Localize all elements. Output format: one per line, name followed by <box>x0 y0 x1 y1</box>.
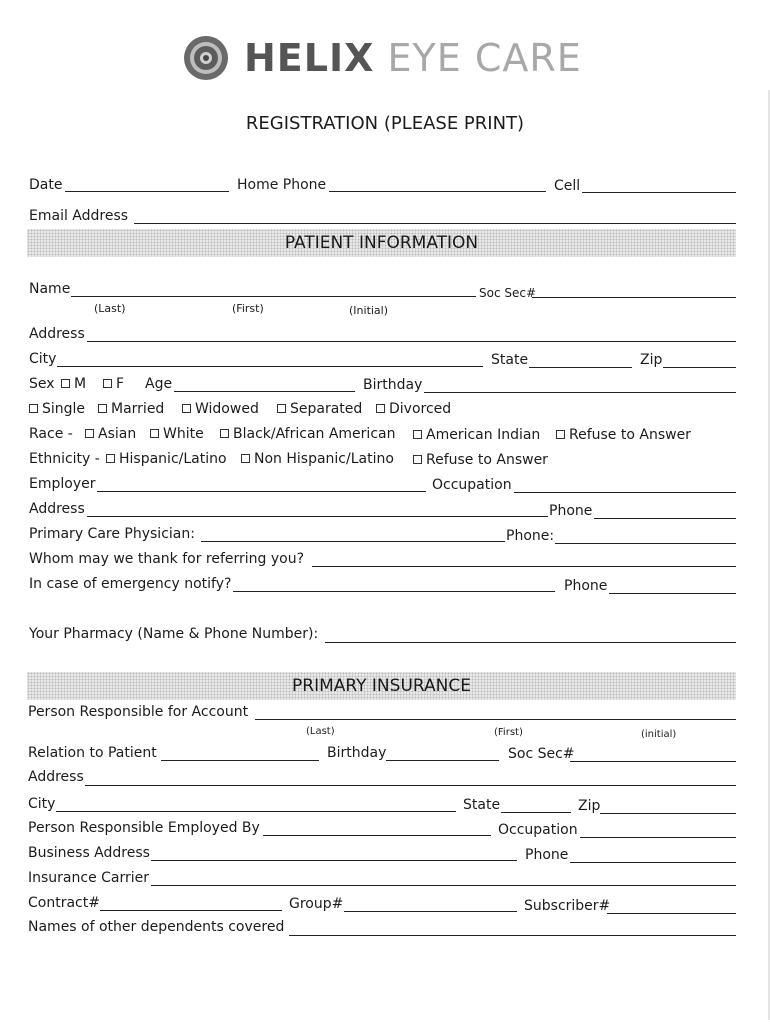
name-last-hint: (Last) <box>94 302 126 315</box>
state-label: State <box>491 352 529 368</box>
race-asian-option[interactable] <box>85 426 136 442</box>
soc-sec-field[interactable] <box>532 297 736 298</box>
marital-single-option[interactable] <box>29 401 85 417</box>
ins-state-field[interactable] <box>501 812 571 813</box>
checkbox-icon[interactable] <box>413 430 422 439</box>
race-black-option[interactable] <box>220 426 395 442</box>
ins-city-field[interactable] <box>56 811 456 812</box>
ethnicity-non-hispanic-label: Non Hispanic/Latino <box>254 451 394 467</box>
ethnicity-hispanic-label: Hispanic/Latino <box>119 451 227 467</box>
cell-label: Cell <box>554 178 581 194</box>
subscriber-label: Subscriber# <box>524 898 611 914</box>
responsible-last-hint: (Last) <box>306 726 335 737</box>
age-field[interactable] <box>174 391 355 392</box>
birthday-label: Birthday <box>363 377 423 393</box>
relation-label: Relation to Patient <box>28 745 157 761</box>
checkbox-icon[interactable] <box>413 455 422 464</box>
checkbox-icon[interactable] <box>103 379 112 388</box>
referral-field[interactable] <box>312 566 736 567</box>
marital-widowed-label: Widowed <box>195 401 259 417</box>
emergency-label: In case of emergency notify? <box>29 576 232 592</box>
group-label: Group# <box>289 896 344 912</box>
pharmacy-field[interactable] <box>325 642 736 643</box>
dependents-label: Names of other dependents covered <box>28 919 285 935</box>
checkbox-icon[interactable] <box>277 404 286 413</box>
race-white-option[interactable] <box>150 426 204 442</box>
ins-occupation-field[interactable] <box>580 837 736 838</box>
subscriber-field[interactable] <box>607 913 736 914</box>
name-first-hint: (First) <box>232 302 264 315</box>
marital-married-option[interactable] <box>98 401 164 417</box>
age-label: Age <box>145 376 173 392</box>
address-label: Address <box>29 326 85 342</box>
city-field[interactable] <box>57 366 483 367</box>
patient-information-heading: PATIENT INFORMATION <box>284 233 479 253</box>
eye-logo-icon <box>182 34 230 82</box>
employer-field[interactable] <box>97 491 426 492</box>
logo-text <box>244 38 582 78</box>
business-address-label: Business Address <box>28 845 150 861</box>
occupation-label: Occupation <box>432 477 512 493</box>
ins-soc-sec-field[interactable] <box>570 761 736 762</box>
checkbox-icon[interactable] <box>556 430 565 439</box>
marital-widowed-option[interactable] <box>182 401 259 417</box>
marital-single-label: Single <box>42 401 86 417</box>
address-field[interactable] <box>87 341 736 342</box>
race-asian-label: Asian <box>98 426 137 442</box>
marital-separated-label: Separated <box>290 401 363 417</box>
emergency-phone-label: Phone <box>564 578 608 594</box>
logo-eye-care: EYE CARE <box>387 36 582 80</box>
business-address-field[interactable] <box>151 860 517 861</box>
race-white-label: White <box>163 426 204 442</box>
pcp-phone-field[interactable] <box>555 543 736 544</box>
sex-male-option[interactable] <box>61 376 86 392</box>
checkbox-icon[interactable] <box>29 404 38 413</box>
checkbox-icon[interactable] <box>85 429 94 438</box>
employer-phone-label: Phone <box>549 503 593 519</box>
responsible-label: Person Responsible for Account <box>28 704 249 720</box>
race-american-indian-option[interactable] <box>413 427 540 443</box>
name-initial-hint: (Initial) <box>349 304 389 317</box>
race-label: Race - <box>29 426 73 442</box>
emergency-field[interactable] <box>233 591 555 592</box>
responsible-field[interactable] <box>255 719 736 720</box>
ins-occupation-label: Occupation <box>498 822 578 838</box>
checkbox-icon[interactable] <box>220 429 229 438</box>
employer-phone-field[interactable] <box>594 518 736 519</box>
state-field[interactable] <box>529 367 632 368</box>
contract-field[interactable] <box>100 910 282 911</box>
ins-zip-field[interactable] <box>600 813 736 814</box>
name-label: Name <box>29 281 71 297</box>
ins-address-label: Address <box>28 769 84 785</box>
race-american-indian-label: American Indian <box>426 427 541 443</box>
employer-address-field[interactable] <box>87 516 548 517</box>
marital-married-label: Married <box>111 401 165 417</box>
occupation-field[interactable] <box>514 492 736 493</box>
race-refuse-label: Refuse to Answer <box>569 427 691 443</box>
sex-male-label: M <box>74 376 87 392</box>
group-field[interactable] <box>344 911 517 912</box>
ins-birthday-field[interactable] <box>386 760 499 761</box>
contract-label: Contract# <box>28 895 100 911</box>
ins-phone-label: Phone <box>525 847 569 863</box>
referral-label: Whom may we thank for referring you? <box>29 551 305 567</box>
date-field[interactable] <box>65 191 229 192</box>
ins-birthday-label: Birthday <box>327 745 387 761</box>
logo-helix: HELIX <box>244 36 375 80</box>
ethnicity-hispanic-option[interactable] <box>106 451 227 467</box>
cell-field[interactable] <box>582 192 736 193</box>
emergency-phone-field[interactable] <box>609 593 736 594</box>
pcp-field[interactable] <box>201 541 505 542</box>
ins-phone-field[interactable] <box>570 862 736 863</box>
email-field[interactable] <box>134 223 736 224</box>
carrier-field[interactable] <box>151 885 736 886</box>
dependents-field[interactable] <box>289 935 736 936</box>
marital-divorced-option[interactable] <box>376 401 451 417</box>
checkbox-icon[interactable] <box>61 379 70 388</box>
race-black-label: Black/African American <box>233 426 396 442</box>
checkbox-icon[interactable] <box>376 404 385 413</box>
primary-insurance-heading: PRIMARY INSURANCE <box>292 676 471 696</box>
employer-address-label: Address <box>29 501 85 517</box>
employed-by-label: Person Responsible Employed By <box>28 820 260 836</box>
email-label: Email Address <box>29 208 129 224</box>
patient-information-band <box>27 229 736 257</box>
city-label: City <box>29 351 57 367</box>
pharmacy-label: Your Pharmacy (Name & Phone Number): <box>29 626 319 642</box>
relation-field[interactable] <box>161 760 319 761</box>
pcp-label: Primary Care Physician: <box>29 526 195 542</box>
ins-city-label: City <box>28 796 56 812</box>
name-field[interactable] <box>71 296 476 297</box>
checkbox-icon[interactable] <box>241 454 250 463</box>
checkbox-icon[interactable] <box>98 404 107 413</box>
primary-insurance-band <box>27 672 736 700</box>
responsible-initial-hint: (initial) <box>641 729 677 740</box>
date-label: Date <box>29 177 63 193</box>
ethnicity-non-hispanic-option[interactable] <box>241 451 394 467</box>
sex-label: Sex <box>29 376 55 392</box>
sex-female-option[interactable] <box>103 376 124 392</box>
ethnicity-label: Ethnicity - <box>29 451 100 467</box>
form-title: REGISTRATION (PLEASE PRINT) <box>245 113 525 134</box>
ins-address-field[interactable] <box>85 785 736 786</box>
birthday-field[interactable] <box>424 392 736 393</box>
checkbox-icon[interactable] <box>182 404 191 413</box>
ins-zip-label: Zip <box>578 798 601 814</box>
responsible-first-hint: (First) <box>494 727 523 738</box>
ins-state-label: State <box>463 797 501 813</box>
checkbox-icon[interactable] <box>106 454 115 463</box>
ethnicity-refuse-option[interactable] <box>413 452 548 468</box>
pcp-phone-label: Phone: <box>506 528 555 544</box>
soc-sec-label: Soc Sec# <box>479 286 537 300</box>
employed-by-field[interactable] <box>263 835 491 836</box>
ins-soc-sec-label: Soc Sec# <box>508 746 575 762</box>
checkbox-icon[interactable] <box>150 429 159 438</box>
ethnicity-refuse-label: Refuse to Answer <box>426 452 548 468</box>
employer-label: Employer <box>29 476 96 492</box>
zip-label: Zip <box>640 352 663 368</box>
home-phone-label: Home Phone <box>237 177 327 193</box>
home-phone-field[interactable] <box>329 191 546 192</box>
marital-divorced-label: Divorced <box>389 401 452 417</box>
sex-female-label: F <box>116 376 125 392</box>
carrier-label: Insurance Carrier <box>28 870 150 886</box>
race-refuse-option[interactable] <box>556 427 691 443</box>
zip-field[interactable] <box>663 367 736 368</box>
marital-separated-option[interactable] <box>277 401 362 417</box>
